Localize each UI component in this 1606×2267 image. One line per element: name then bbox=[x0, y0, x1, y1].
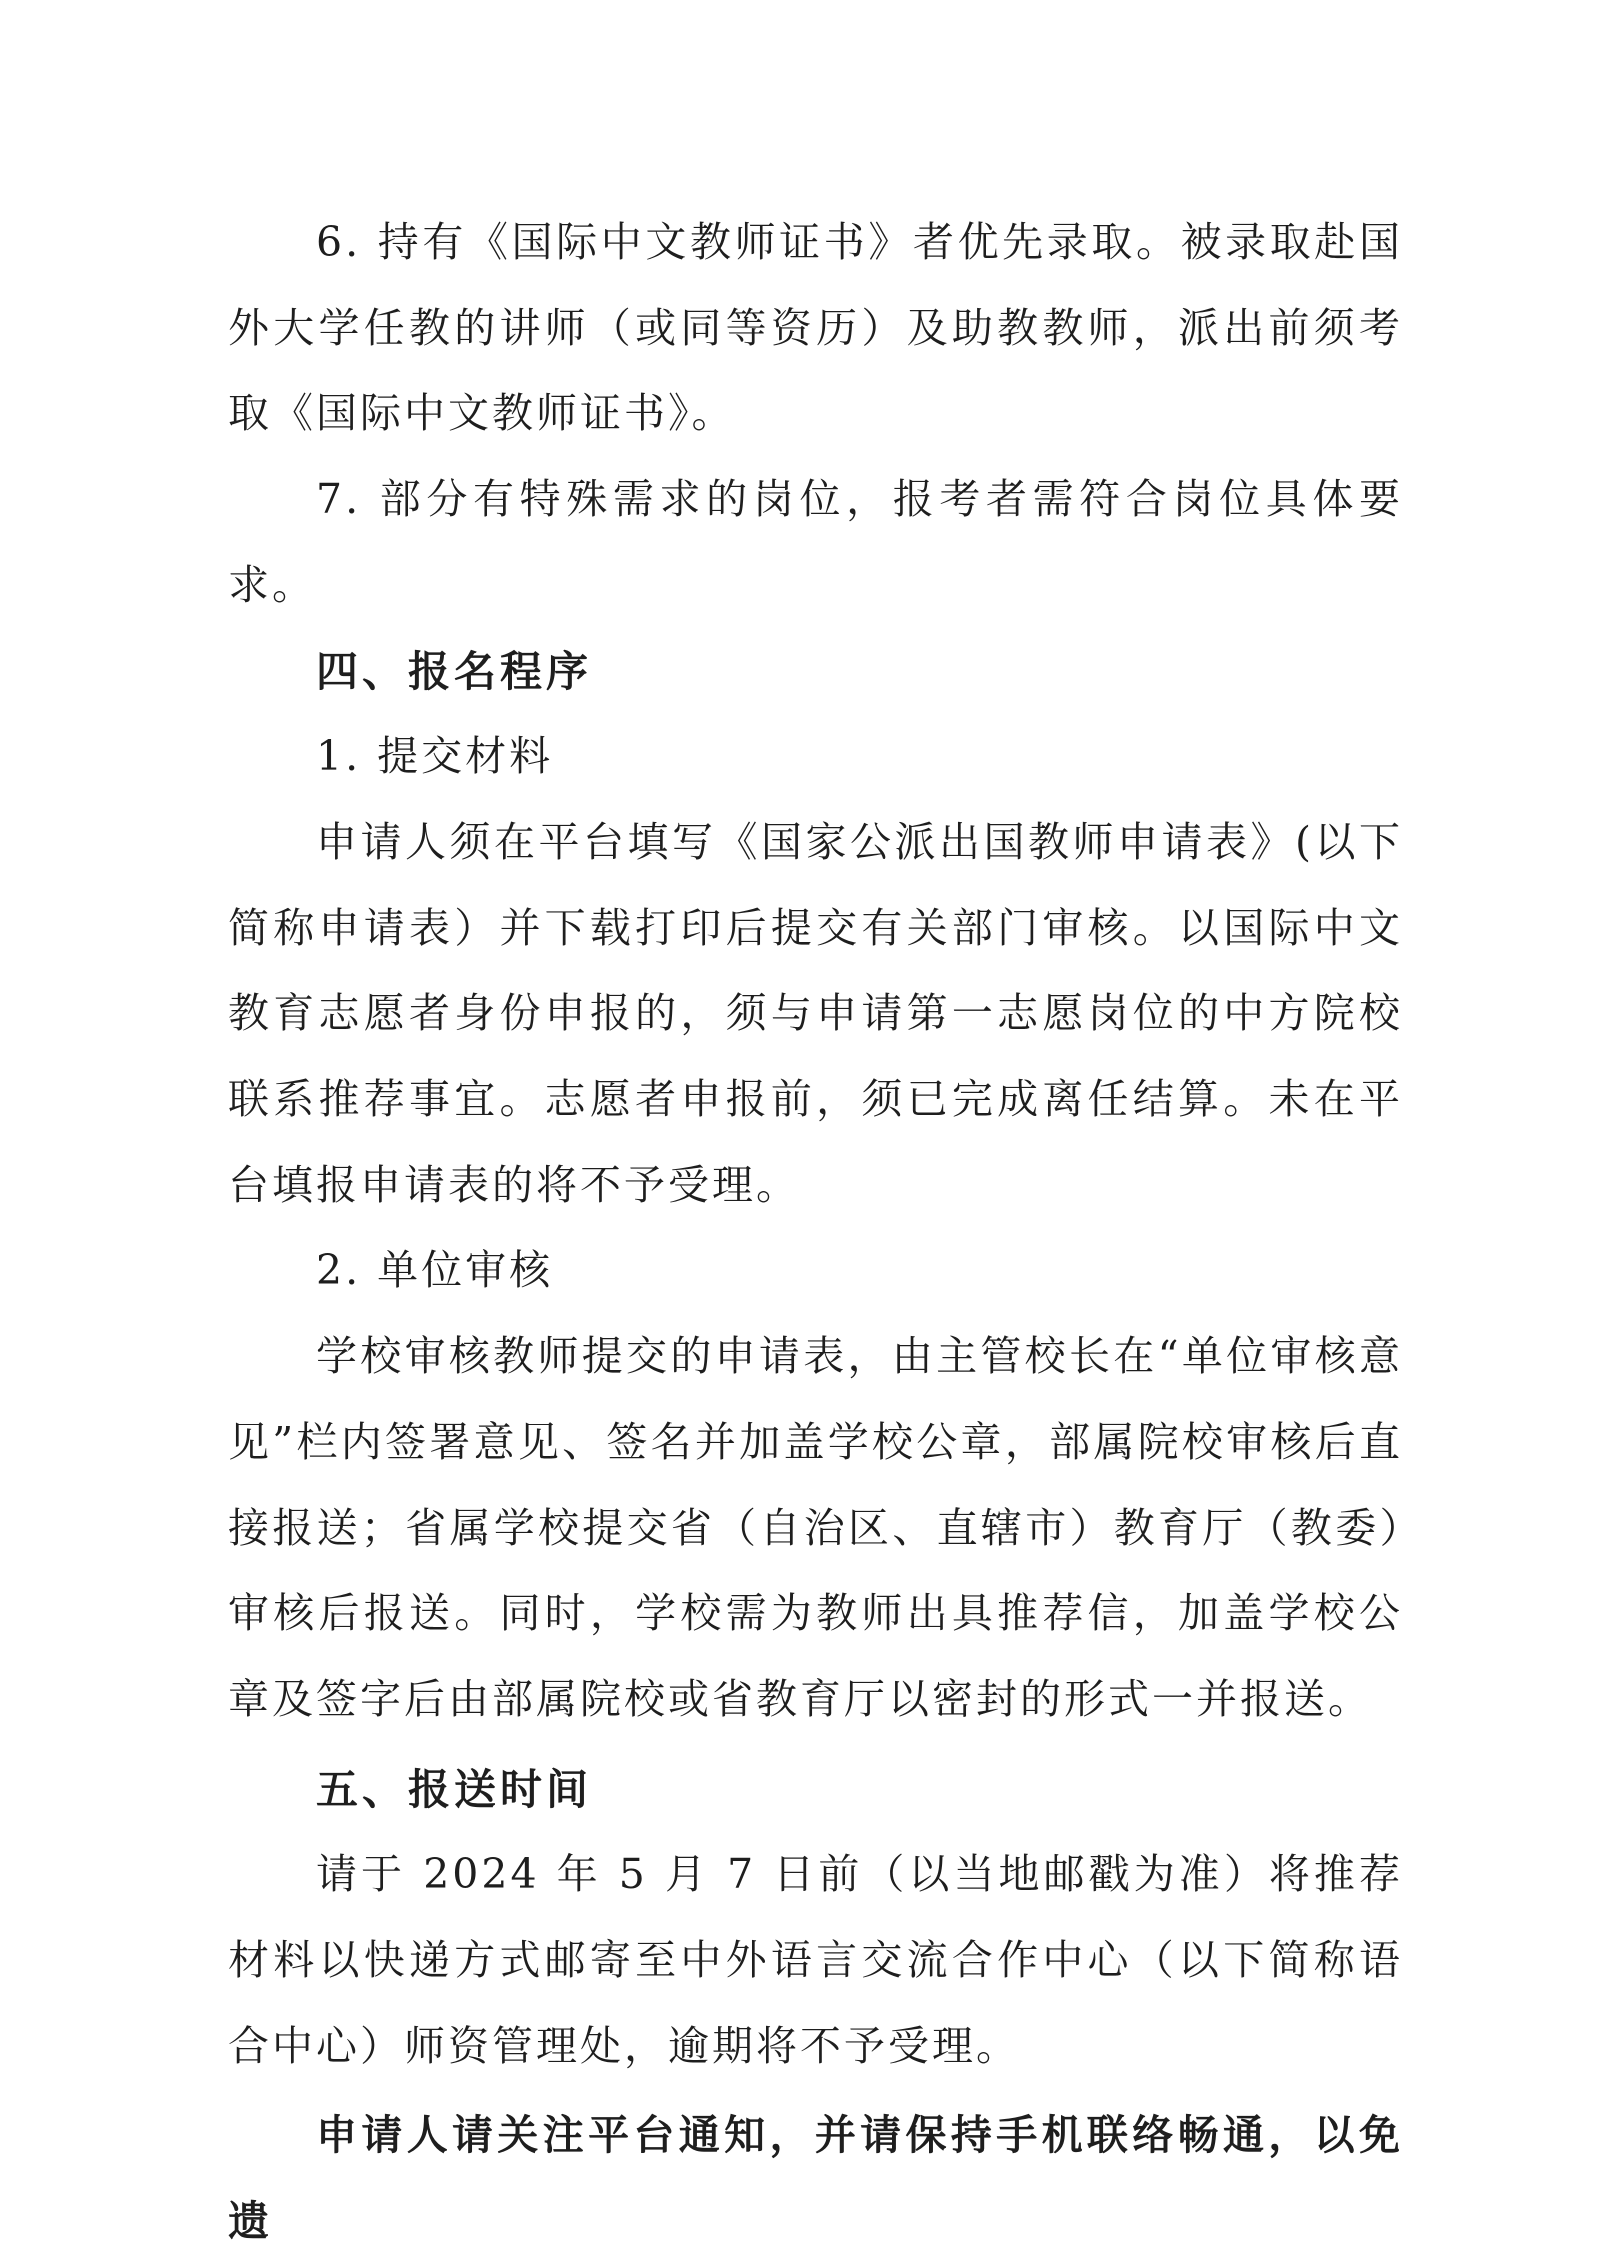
paragraph-submission-time: 请于 2024 年 5 月 7 日前（以当地邮戳为准）将推荐材料以快递方式邮寄至中外语言交流合作中心（以下简称语合中心）师资管理处，逾期将不予受理。 bbox=[228, 1850, 1403, 2070]
section-heading-registration: 四、报名程序 bbox=[316, 646, 593, 696]
paragraph-unit-review: 学校审核教师提交的申请表，由主管校长在“单位审核意见”栏内签署意见、签名并加盖学校公章，部属院校审核后直接报送；省属学校提交省（自治区、直辖市）教育厅（教委）审核后报送。同时，学校需为教师出具推荐信，加盖学校公章及签字后由部属院校或省教育厅以密封的形式一并报送。 bbox=[228, 1332, 1403, 1723]
subheading-unit-review: 2. 单位审核 bbox=[316, 1246, 554, 1295]
document-body bbox=[228, 200, 1403, 2265]
paragraph-submit-materials: 申请人须在平台填写《国家公派出国教师申请表》(以下简称申请表）并下载打印后提交有关部门审核。以国际中文教育志愿者身份申报的，须与申请第一志愿岗位的中方院校联系推荐事宜。志愿者申报前，须已完成离任结算。未在平台填报申请表的将不予受理。 bbox=[228, 817, 1403, 1209]
subheading-submit-materials: 1. 提交材料 bbox=[316, 732, 554, 781]
paragraph-item-7: 7. 部分有特殊需求的岗位，报考者需符合岗位具体要求。 bbox=[228, 475, 1403, 609]
paragraph-applicant-notice: 申请人请关注平台通知，并请保持手机联络畅通，以免遗 bbox=[228, 2111, 1403, 2246]
section-heading-submission-time: 五、报送时间 bbox=[316, 1764, 593, 1814]
paragraph-item-6: 6. 持有《国际中文教师证书》者优先录取。被录取赴国外大学任教的讲师（或同等资历）及助教教师，派出前须考取《国际中文教师证书》。 bbox=[228, 218, 1403, 438]
